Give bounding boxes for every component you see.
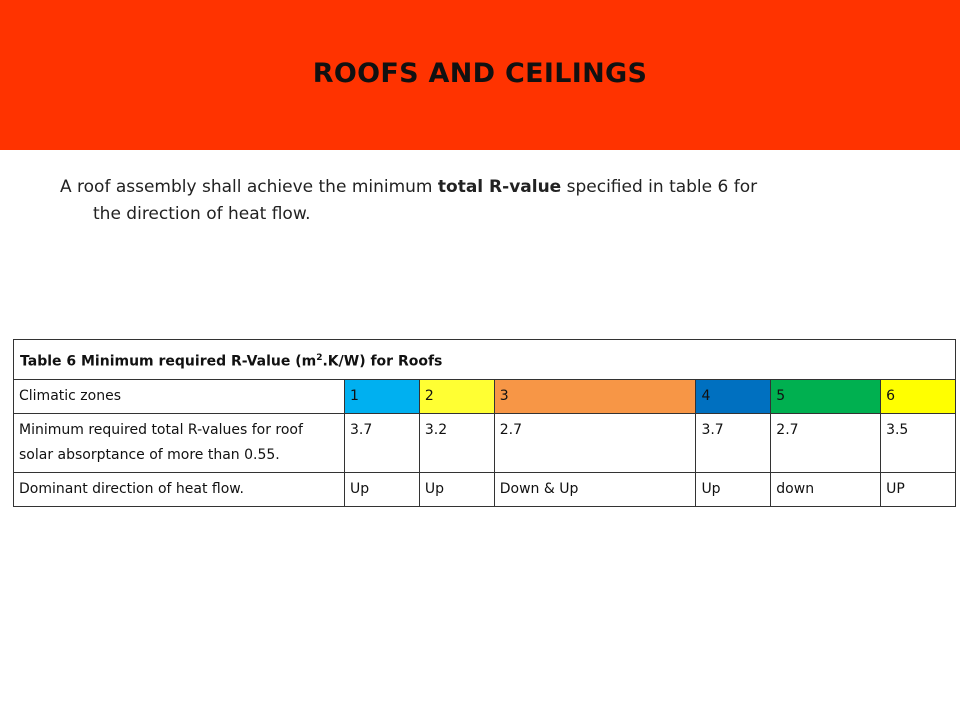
table-cell: down bbox=[771, 472, 881, 506]
zone-cell: 6 bbox=[881, 379, 956, 413]
row-label: Minimum required total R-values for roof solar absorptance of more than 0.55. bbox=[14, 413, 345, 472]
table-cell: 3.7 bbox=[345, 413, 420, 472]
row-label: Climatic zones bbox=[14, 379, 345, 413]
zone-cell: 3 bbox=[494, 379, 696, 413]
table-cell: Down & Up bbox=[494, 472, 696, 506]
caption-text: Table 6 Minimum required R-Value (m bbox=[20, 353, 317, 370]
table-cell: Up bbox=[696, 472, 771, 506]
zone-cell: 1 bbox=[345, 379, 420, 413]
r-value-table bbox=[13, 339, 956, 507]
intro-text-end: specified in table 6 for bbox=[561, 177, 758, 197]
intro-paragraph bbox=[60, 174, 890, 228]
table-caption-row bbox=[14, 340, 956, 380]
table-cell: 2.7 bbox=[771, 413, 881, 472]
intro-bold-term: total R-value bbox=[437, 177, 562, 197]
zone-cell: 4 bbox=[696, 379, 771, 413]
table-cell: Up bbox=[345, 472, 420, 506]
table-cell: 3.5 bbox=[881, 413, 956, 472]
intro-text-line2: the direction of heat flow. bbox=[93, 204, 311, 224]
table-row bbox=[14, 413, 956, 472]
zone-cell: 2 bbox=[419, 379, 494, 413]
table-row bbox=[14, 379, 956, 413]
table-cell: 3.7 bbox=[696, 413, 771, 472]
caption-text-end: .K/W) for Roofs bbox=[322, 353, 443, 370]
page-title: ROOFS AND CEILINGS bbox=[312, 58, 648, 89]
zone-cell: 5 bbox=[771, 379, 881, 413]
table-caption bbox=[14, 340, 956, 380]
table-cell: 2.7 bbox=[494, 413, 696, 472]
table-cell: Up bbox=[419, 472, 494, 506]
caption-superscript: 2 bbox=[316, 353, 323, 363]
table-row bbox=[14, 472, 956, 506]
table-cell: UP bbox=[881, 472, 956, 506]
table-cell: 3.2 bbox=[419, 413, 494, 472]
intro-text-start: A roof assembly shall achieve the minimum bbox=[60, 177, 438, 197]
row-label: Dominant direction of heat flow. bbox=[14, 472, 345, 506]
